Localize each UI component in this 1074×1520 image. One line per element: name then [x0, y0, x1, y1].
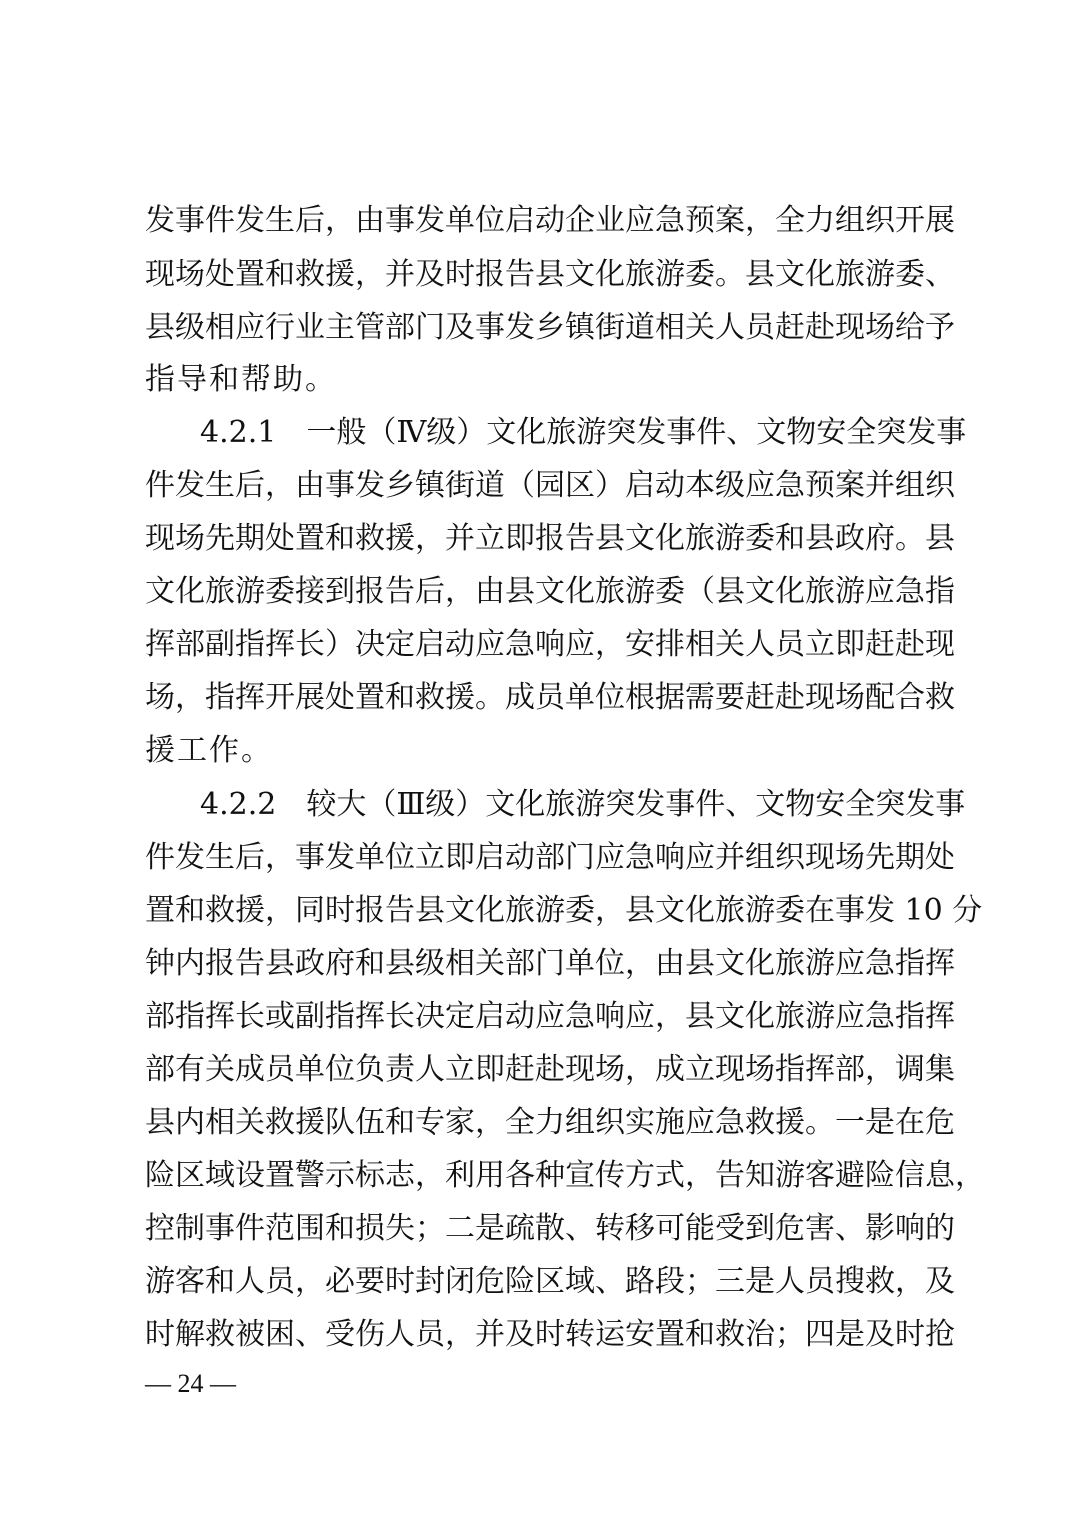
text-line: 援工作。 — [145, 733, 273, 768]
text-line: 文化旅游委接到报告后，由县文化旅游委（县文化旅游应急指 — [145, 574, 955, 609]
text-line: 件发生后，事发单位立即启动部门应急响应并组织现场先期处 — [145, 840, 955, 875]
text-line: 现场处置和救援，并及时报告县文化旅游委。县文化旅游委、 — [145, 257, 955, 292]
text-line: 指导和帮助。 — [145, 362, 337, 397]
text-line: 钟内报告县政府和县级相关部门单位，由县文化旅游应急指挥 — [145, 946, 955, 981]
text-line: 县内相关救援队伍和专家，全力组织实施应急救援。一是在危 — [145, 1105, 955, 1140]
text-line: 部指挥长或副指挥长决定启动应急响应，县文化旅游应急指挥 — [145, 999, 955, 1034]
text-line: 挥部副指挥长）决定启动应急响应，安排相关人员立即赶赴现 — [145, 627, 955, 662]
section-heading-line: 4.2.2 较大（Ⅲ级）文化旅游突发事件、文物安全突发事 — [200, 787, 966, 822]
text-line: 场，指挥开展处置和救援。成员单位根据需要赶赴现场配合救 — [145, 680, 955, 715]
text-line: 部有关成员单位负责人立即赶赴现场，成立现场指挥部，调集 — [145, 1052, 955, 1087]
text-line: 县级相应行业主管部门及事发乡镇街道相关人员赶赴现场给予 — [145, 310, 955, 345]
text-line: 现场先期处置和救援，并立即报告县文化旅游委和县政府。县 — [145, 521, 955, 556]
text-line: 游客和人员，必要时封闭危险区域、路段；三是人员搜救，及 — [145, 1264, 955, 1299]
page-number: — 24 — — [145, 1369, 236, 1398]
section-heading-line: 4.2.1 一般（Ⅳ级）文化旅游突发事件、文物安全突发事 — [200, 415, 967, 450]
text-line: 发事件发生后，由事发单位启动企业应急预案，全力组织开展 — [145, 203, 955, 238]
text-line: 险区域设置警示标志，利用各种宣传方式，告知游客避险信息， — [145, 1158, 985, 1193]
text-line: 控制事件范围和损失；二是疏散、转移可能受到危害、影响的 — [145, 1211, 955, 1246]
text-line: 件发生后，由事发乡镇街道（园区）启动本级应急预案并组织 — [145, 468, 955, 503]
text-line: 时解救被困、受伤人员，并及时转运安置和救治；四是及时抢 — [145, 1317, 955, 1352]
text-line: 置和救援，同时报告县文化旅游委，县文化旅游委在事发 10 分 — [145, 893, 983, 928]
